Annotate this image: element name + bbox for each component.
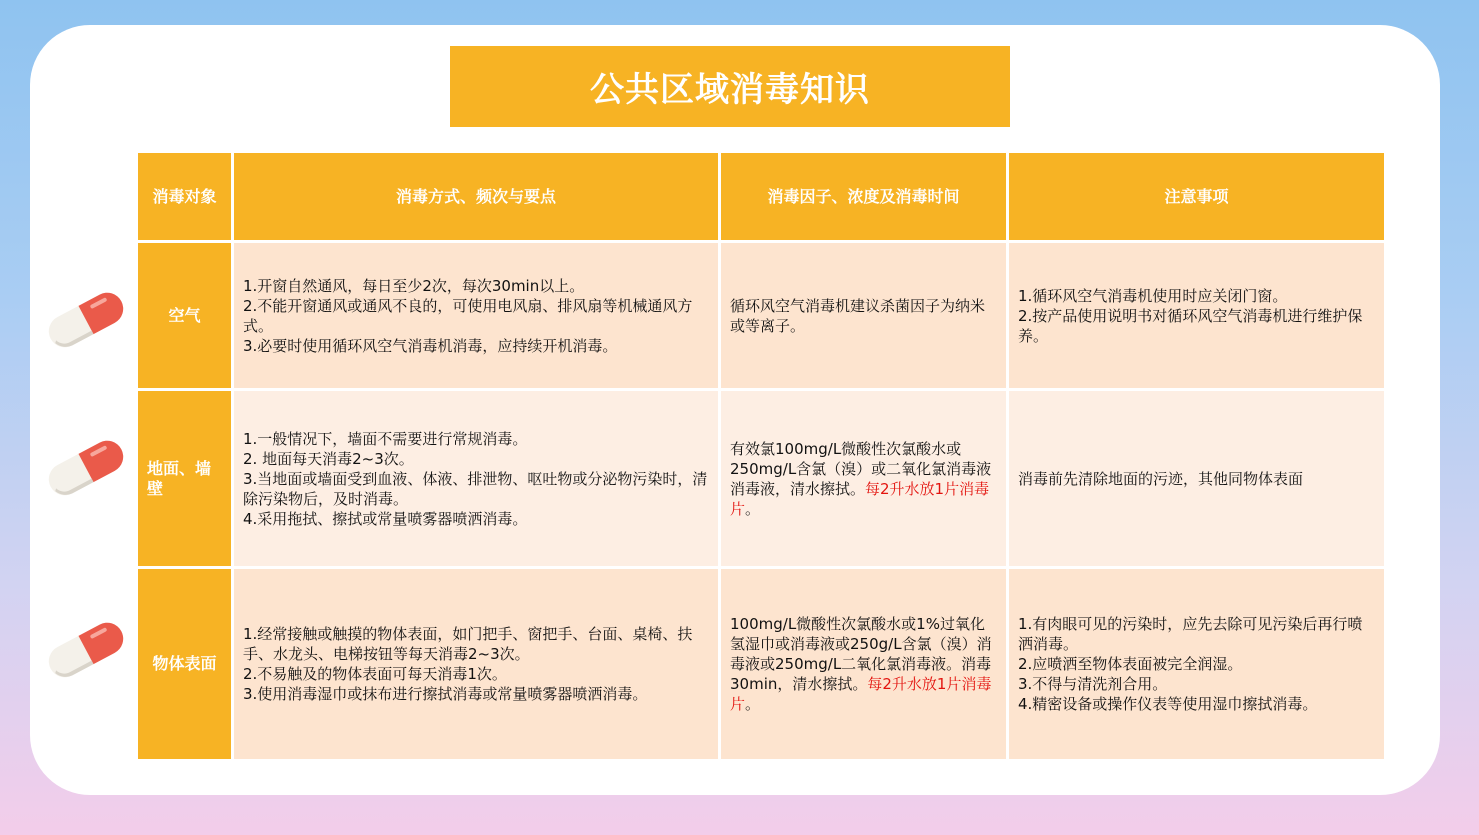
disinfection-table bbox=[135, 150, 1387, 762]
title-banner bbox=[450, 46, 1010, 127]
method-item: 1.经常接触或触摸的物体表面，如门把手、窗把手、台面、桌椅、扶手、水龙头、电梯按钮等每天消毒2~3次。 bbox=[243, 625, 693, 663]
note-item: 2.应喷洒至物体表面被完全润湿。 bbox=[1018, 655, 1243, 673]
row-factor bbox=[720, 242, 1008, 390]
capsule-pill-icon bbox=[40, 612, 132, 688]
note-item: 2.按产品使用说明书对循环风空气消毒机进行维护保养。 bbox=[1018, 306, 1363, 345]
tablet-dosage-note: 每2升水放1片消毒片 bbox=[730, 479, 990, 518]
factor-end: 。 bbox=[745, 499, 761, 518]
note-item: 3.不得与清洗剂合用。 bbox=[1018, 675, 1168, 693]
header-factor: 消毒因子、浓度及消毒时间 bbox=[720, 152, 1008, 242]
note-item: 1.有肉眼可见的污染时，应先去除可见污染后再行喷洒消毒。 bbox=[1018, 615, 1363, 653]
row-notes bbox=[1008, 390, 1386, 568]
row-factor bbox=[720, 390, 1008, 568]
table-row bbox=[137, 390, 1386, 568]
method-item: 3.当地面或墙面受到血液、体液、排泄物、呕吐物或分泌物污染时，清除污染物后，及时消毒。 bbox=[243, 469, 708, 508]
factor-text: 100mg/L微酸性次氯酸水或1%过氧化氢湿巾或消毒液或250g/L含氯（溴）消毒液或250mg/L二氧化氯消毒液。消毒30min，清水擦拭。 bbox=[730, 615, 992, 693]
method-item: 3.使用消毒湿巾或抹布进行擦拭消毒或常量喷雾器喷洒消毒。 bbox=[243, 685, 648, 703]
header-notes: 注意事项 bbox=[1008, 152, 1386, 242]
row-notes bbox=[1008, 242, 1386, 390]
method-item: 2.不能开窗通风或通风不良的，可使用电风扇、排风扇等机械通风方式。 bbox=[243, 296, 693, 335]
factor-end: 。 bbox=[745, 695, 761, 713]
method-item: 2. 地面每天消毒2~3次。 bbox=[243, 449, 414, 468]
factor-text: 循环风空气消毒机建议杀菌因子为纳米或等离子。 bbox=[730, 296, 986, 335]
row-object-floor-wall: 地面、墙壁 bbox=[137, 390, 233, 568]
table-row bbox=[137, 568, 1386, 761]
method-item: 4.采用拖拭、擦拭或常量喷雾器喷洒消毒。 bbox=[243, 509, 528, 528]
note-item: 1.循环风空气消毒机使用时应关闭门窗。 bbox=[1018, 286, 1288, 305]
row-methods bbox=[233, 390, 720, 568]
row-object-surface: 物体表面 bbox=[137, 568, 233, 761]
tablet-dosage-note: 每2升水放1片消毒片 bbox=[730, 675, 992, 713]
header-methods: 消毒方式、频次与要点 bbox=[233, 152, 720, 242]
method-item: 2.不易触及的物体表面可每天消毒1次。 bbox=[243, 665, 507, 683]
capsule-pill-icon bbox=[40, 282, 132, 358]
row-factor bbox=[720, 568, 1008, 761]
note-item: 4.精密设备或操作仪表等使用湿巾擦拭消毒。 bbox=[1018, 695, 1318, 713]
row-methods bbox=[233, 242, 720, 390]
note-item: 消毒前先清除地面的污迹，其他同物体表面 bbox=[1018, 469, 1304, 488]
capsule-pill-icon bbox=[40, 430, 132, 506]
page-title: 公共区域消毒知识 bbox=[590, 70, 870, 110]
method-item: 3.必要时使用循环风空气消毒机消毒，应持续开机消毒。 bbox=[243, 336, 618, 355]
header-object: 消毒对象 bbox=[137, 152, 233, 242]
factor-text: 有效氯100mg/L微酸性次氯酸水或250mg/L含氯（溴）或二氧化氯消毒液消毒液，清水擦拭。 bbox=[730, 439, 992, 498]
table-row bbox=[137, 242, 1386, 390]
method-item: 1.一般情况下，墙面不需要进行常规消毒。 bbox=[243, 429, 528, 448]
row-notes bbox=[1008, 568, 1386, 761]
row-methods bbox=[233, 568, 720, 761]
method-item: 1.开窗自然通风，每日至少2次，每次30min以上。 bbox=[243, 276, 585, 295]
table-header-row bbox=[137, 152, 1386, 242]
row-object-air: 空气 bbox=[137, 242, 233, 390]
